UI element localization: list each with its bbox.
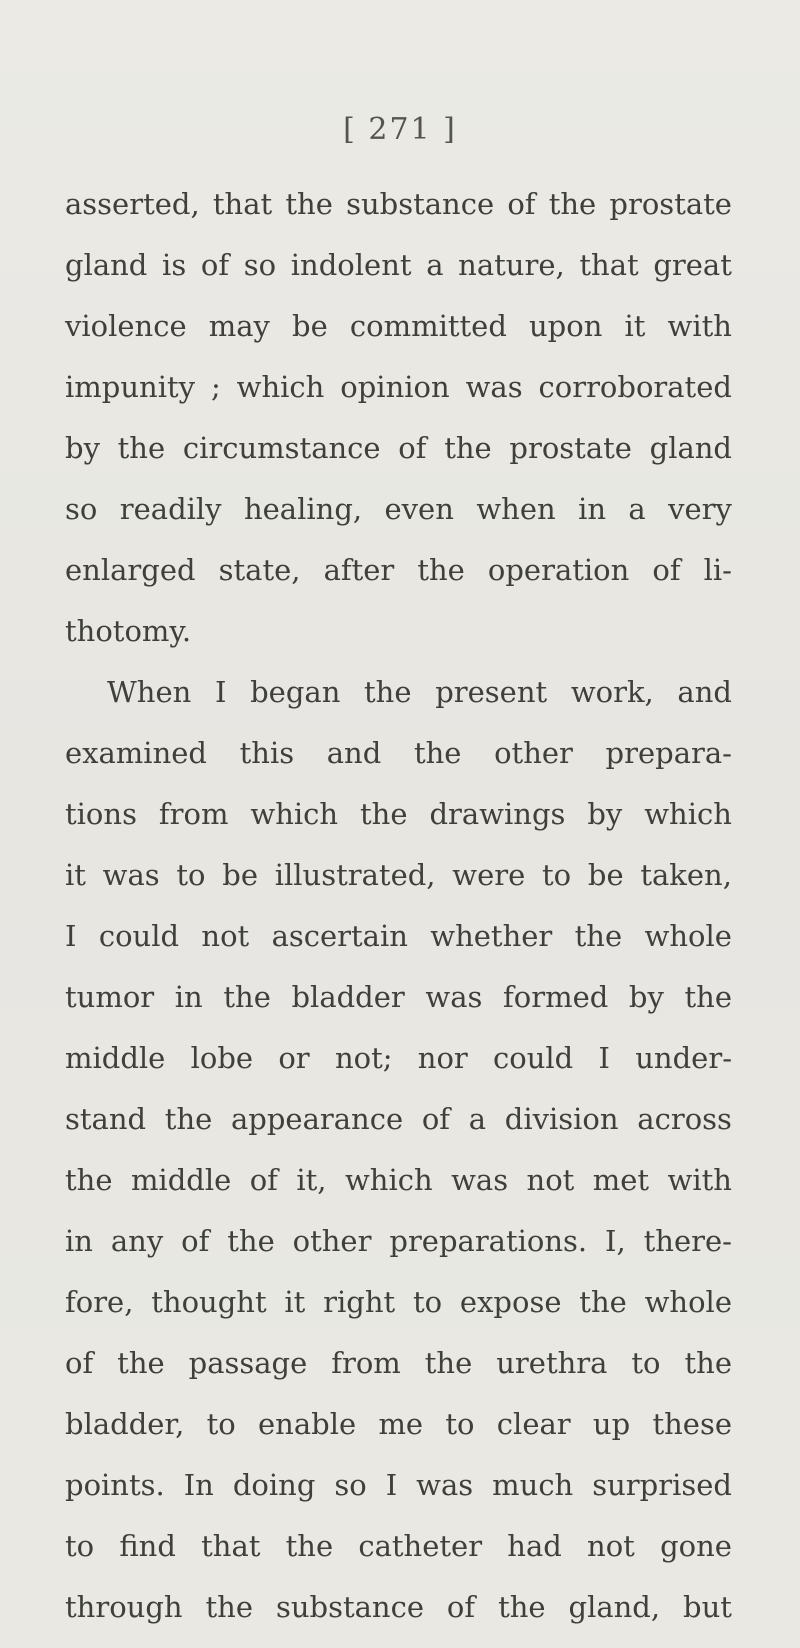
text-line: to find that the catheter had not gone <box>65 1529 732 1563</box>
text-line: examined this and the other prepara- <box>65 736 732 770</box>
text-line: stand the appearance of a division across <box>65 1102 732 1136</box>
body-text <box>65 184 732 1648</box>
text-line: bladder, to enable me to clear up these <box>65 1407 732 1441</box>
text-line: tumor in the bladder was formed by the <box>65 980 732 1014</box>
text-line: points. In doing so I was much surprised <box>65 1468 732 1502</box>
text-line: fore, thought it right to expose the whole <box>65 1285 732 1319</box>
text-line: of the passage from the urethra to the <box>65 1346 732 1380</box>
text-line: it was to be illustrated, were to be taken, <box>65 858 732 892</box>
text-line: gland is of so indolent a nature, that great <box>65 248 732 282</box>
text-line: middle lobe or not; nor could I under- <box>65 1041 732 1075</box>
text-line: by the circumstance of the prostate gland <box>65 431 732 465</box>
text-line: enlarged state, after the operation of li- <box>65 553 732 587</box>
text-line: asserted, that the substance of the prostate <box>65 187 732 221</box>
text-line: the middle of it, which was not met with <box>65 1163 732 1197</box>
text-line: tions from which the drawings by which <box>65 797 732 831</box>
text-line: so readily healing, even when in a very <box>65 492 732 526</box>
text-line: impunity ; which opinion was corroborated <box>65 370 732 404</box>
text-line: When I began the present work, and <box>107 675 732 709</box>
page-number: [ 271 ] <box>343 112 457 147</box>
text-line: I could not ascertain whether the whole <box>65 919 732 953</box>
text-line: through the substance of the gland, but <box>65 1590 732 1624</box>
text-line: thotomy. <box>65 614 192 648</box>
text-line: in any of the other preparations. I, there- <box>65 1224 732 1258</box>
text-line: violence may be committed upon it with <box>65 309 732 343</box>
